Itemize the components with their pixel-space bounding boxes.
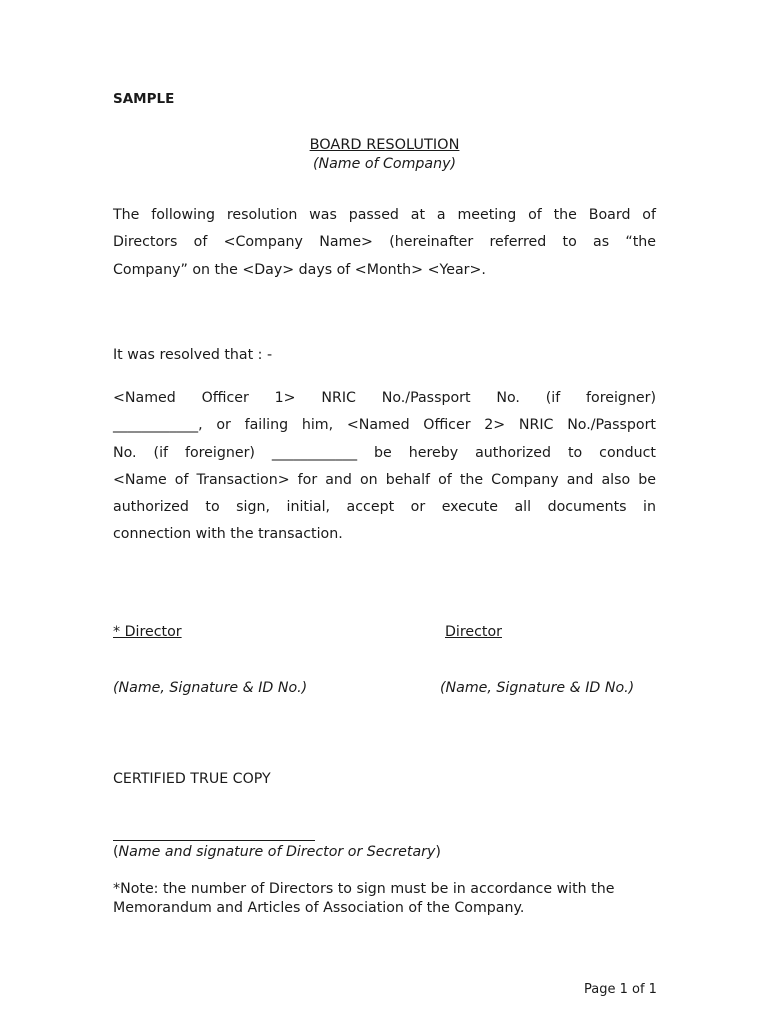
resolution-line: connection with the transaction. [113, 526, 343, 543]
resolved-label: It was resolved that : - [113, 347, 273, 363]
director-right-heading: Director [445, 624, 502, 640]
sample-label: SAMPLE [113, 91, 175, 107]
secretary-caption [113, 844, 441, 860]
document-title: BOARD RESOLUTION [309, 137, 460, 153]
certified-true-copy-label: CERTIFIED TRUE COPY [113, 771, 271, 787]
caption-text: Name and signature of Director or Secretary [118, 844, 436, 860]
resolution-line: No. (if foreigner) ____________ be hereby authorized to conduct [113, 444, 656, 461]
intro-paragraph [113, 202, 656, 284]
document-subtitle: (Name of Company) [312, 156, 457, 172]
resolution-line: authorized to sign, initial, accept or execute all documents in [113, 499, 656, 516]
note-line: Memorandum and Articles of Association of the Company. [113, 900, 525, 916]
director-right-caption: (Name, Signature & ID No.) [440, 680, 635, 696]
director-left-heading: * Director [113, 624, 182, 640]
signature-line [113, 840, 315, 841]
caption-open-paren: ( [113, 844, 119, 860]
note-line: *Note: the number of Directors to sign must be in accordance with the [113, 881, 615, 897]
page-number: Page 1 of 1 [584, 982, 657, 997]
intro-line: The following resolution was passed at a meeting of the Board of [113, 207, 656, 223]
intro-line: Company” on the <Day> days of <Month> <Year>. [113, 261, 486, 278]
director-left-caption: (Name, Signature & ID No.) [113, 680, 308, 696]
intro-line: Directors of <Company Name> (hereinafter referred to as “the [113, 234, 656, 251]
caption-close-paren: ) [435, 844, 441, 860]
note-paragraph [113, 880, 663, 918]
resolution-paragraph [113, 385, 656, 549]
resolution-line: ____________, or failing him, <Named Officer 2> NRIC No./Passport [113, 417, 656, 434]
resolution-line: <Named Officer 1> NRIC No./Passport No. (if foreigner) [113, 390, 656, 406]
resolution-line: <Name of Transaction> for and on behalf of the Company and also be [113, 471, 656, 488]
